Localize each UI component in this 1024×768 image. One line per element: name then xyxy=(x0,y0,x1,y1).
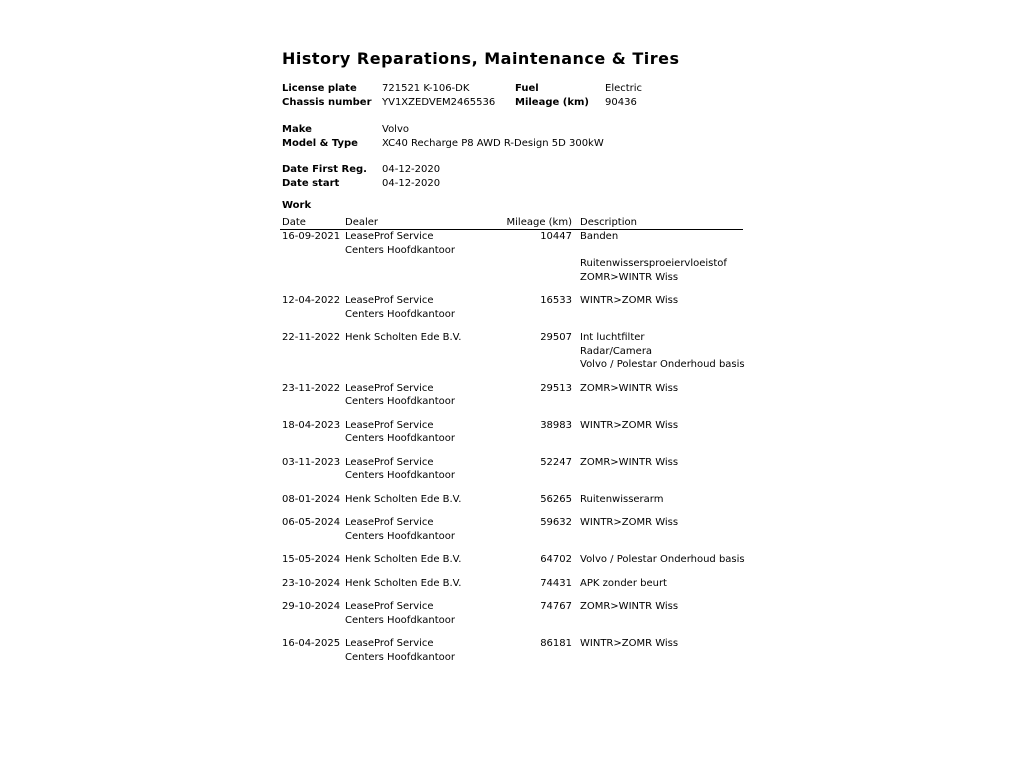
table-row xyxy=(0,516,1024,553)
date-start-label: Date start xyxy=(282,178,340,189)
chassis-number-value: YV1XZEDVEM2465536 xyxy=(382,97,496,108)
description-line: Volvo / Polestar Onderhoud basis xyxy=(580,359,745,370)
description-line: WINTR>ZOMR Wiss xyxy=(580,419,679,431)
row-mileage: 29513 xyxy=(540,382,572,394)
row-mileage: 29507 xyxy=(540,332,572,343)
row-description xyxy=(580,577,667,591)
row-date: 16-09-2021 xyxy=(282,231,341,242)
row-mileage: 74767 xyxy=(540,601,572,612)
row-description xyxy=(580,294,678,308)
description-line: WINTR>ZOMR Wiss xyxy=(580,295,679,306)
row-description xyxy=(580,331,745,372)
row-description xyxy=(580,493,663,507)
description-line: Int luchtfilter xyxy=(580,332,645,343)
row-description xyxy=(580,230,727,284)
row-mileage: 38983 xyxy=(540,419,572,431)
fuel-label: Fuel xyxy=(515,83,539,94)
row-mileage: 16533 xyxy=(540,295,572,306)
row-mileage: 52247 xyxy=(540,456,572,468)
column-header-date: Date xyxy=(282,217,306,228)
row-dealer: LeaseProf Service Centers Hoofdkantoor xyxy=(345,382,456,407)
column-header-description: Description xyxy=(580,217,637,228)
table-row xyxy=(0,382,1024,419)
table-row xyxy=(0,553,1024,577)
table-row xyxy=(0,419,1024,456)
row-date: 29-10-2024 xyxy=(282,601,341,612)
row-mileage: 74431 xyxy=(540,577,572,589)
row-dealer: LeaseProf Service Centers Hoofdkantoor xyxy=(345,295,456,320)
license-plate-value: 721521 K-106-DK xyxy=(382,83,470,94)
description-line: ZOMR>WINTR Wiss xyxy=(580,382,679,394)
row-dealer: Henk Scholten Ede B.V. xyxy=(345,493,462,505)
row-mileage: 64702 xyxy=(540,554,572,565)
description-line: ZOMR>WINTR Wiss xyxy=(580,456,679,468)
fuel-value: Electric xyxy=(605,83,643,94)
row-mileage: 86181 xyxy=(540,638,572,649)
description-line: ZOMR>WINTR Wiss xyxy=(580,601,679,612)
row-description xyxy=(580,382,678,396)
model-type-value: XC40 Recharge P8 AWD R-Design 5D 300kW xyxy=(382,138,604,149)
table-row xyxy=(0,600,1024,637)
row-description xyxy=(580,456,678,470)
row-description xyxy=(580,516,678,530)
first-reg-label: Date First Reg. xyxy=(282,164,367,175)
row-description xyxy=(580,637,678,651)
row-date: 03-11-2023 xyxy=(282,456,341,468)
make-value: Volvo xyxy=(382,124,409,135)
row-date: 16-04-2025 xyxy=(282,638,341,649)
table-row xyxy=(0,577,1024,601)
date-start-value: 04-12-2020 xyxy=(382,178,441,189)
description-line: WINTR>ZOMR Wiss xyxy=(580,517,679,528)
table-row xyxy=(0,456,1024,493)
make-label: Make xyxy=(282,124,312,135)
row-dealer: LeaseProf Service Centers Hoofdkantoor xyxy=(345,601,456,626)
row-mileage: 10447 xyxy=(540,231,572,242)
work-heading: Work xyxy=(282,200,312,211)
row-dealer: Henk Scholten Ede B.V. xyxy=(345,554,462,565)
table-row xyxy=(0,493,1024,517)
description-line: Volvo / Polestar Onderhoud basis xyxy=(580,554,745,565)
chassis-number-label: Chassis number xyxy=(282,97,372,108)
row-dealer: LeaseProf Service Centers Hoofdkantoor xyxy=(345,517,456,542)
description-line xyxy=(580,244,727,258)
mileage-label: Mileage (km) xyxy=(515,97,589,108)
table-row xyxy=(0,230,1024,294)
row-date: 12-04-2022 xyxy=(282,295,341,306)
row-date: 22-11-2022 xyxy=(282,332,341,343)
row-dealer: LeaseProf Service Centers Hoofdkantoor xyxy=(345,638,456,663)
first-reg-value: 04-12-2020 xyxy=(382,164,441,175)
work-table xyxy=(0,230,1024,674)
row-description xyxy=(580,553,745,567)
row-date: 15-05-2024 xyxy=(282,554,341,565)
row-description xyxy=(580,600,678,614)
description-line: Ruitenwissersproeiervloeistof xyxy=(580,258,727,269)
description-line: Radar/Camera xyxy=(580,345,653,357)
row-dealer: LeaseProf Service Centers Hoofdkantoor xyxy=(345,231,456,256)
description-line: ZOMR>WINTR Wiss xyxy=(580,271,679,283)
row-dealer: LeaseProf Service Centers Hoofdkantoor xyxy=(345,419,456,444)
model-type-label: Model & Type xyxy=(282,138,358,149)
row-mileage: 59632 xyxy=(540,517,572,528)
row-mileage: 56265 xyxy=(540,493,572,505)
column-header-mileage: Mileage (km) xyxy=(506,217,572,228)
description-line: Ruitenwisserarm xyxy=(580,493,664,505)
row-dealer: Henk Scholten Ede B.V. xyxy=(345,332,462,343)
row-dealer: LeaseProf Service Centers Hoofdkantoor xyxy=(345,456,456,481)
page-title: History Reparations, Maintenance & Tires xyxy=(282,49,680,68)
table-row xyxy=(0,331,1024,382)
row-date: 23-10-2024 xyxy=(282,577,341,589)
table-row xyxy=(0,294,1024,331)
description-line: APK zonder beurt xyxy=(580,577,667,589)
row-date: 08-01-2024 xyxy=(282,493,341,505)
description-line: Banden xyxy=(580,231,619,242)
table-row xyxy=(0,637,1024,674)
row-dealer: Henk Scholten Ede B.V. xyxy=(345,577,462,589)
description-line: WINTR>ZOMR Wiss xyxy=(580,638,679,649)
row-date: 06-05-2024 xyxy=(282,517,341,528)
column-header-dealer: Dealer xyxy=(345,217,379,228)
row-description xyxy=(580,419,678,433)
row-date: 23-11-2022 xyxy=(282,382,341,394)
row-date: 18-04-2023 xyxy=(282,419,341,431)
mileage-value: 90436 xyxy=(605,97,637,108)
license-plate-label: License plate xyxy=(282,83,357,94)
